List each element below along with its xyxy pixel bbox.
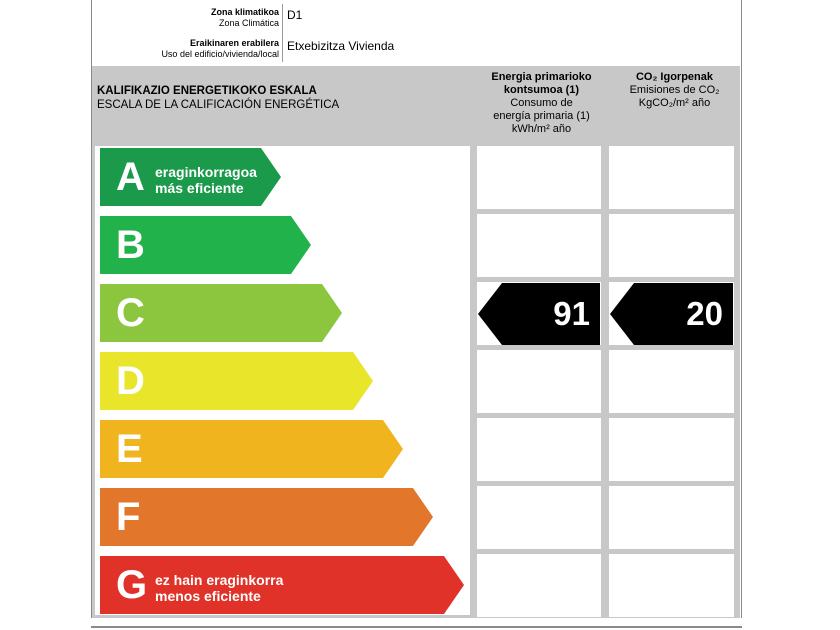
rating-bar-caption-eu: eraginkorragoa: [155, 164, 257, 180]
primary-energy-cell-g: [477, 554, 601, 617]
climate-zone-value: D1: [287, 8, 303, 22]
co2-indicator: [610, 283, 733, 345]
primary-energy-head-eu-1: Energia primarioko: [491, 71, 592, 83]
co2-cell-f: [609, 486, 734, 549]
primary-energy-cell-e: [477, 418, 601, 481]
rating-bar-caption-es: menos eficiente: [155, 588, 261, 604]
rating-bar-g: [100, 556, 464, 614]
bottom-divider: [91, 626, 742, 628]
primary-energy-cell-f: [477, 486, 601, 549]
co2-unit: KgCO₂/m² año: [638, 97, 711, 109]
rating-bar-a: [100, 148, 281, 206]
scale-title-es: ESCALA DE LA CALIFICACIÓN ENERGÉTICA: [97, 99, 340, 111]
scale-title: [97, 84, 339, 112]
rating-bar-f: [100, 488, 433, 546]
co2-cell-b: [609, 214, 734, 277]
primary-energy-cell-b: [477, 214, 601, 277]
co2-head-es: Emisiones de CO₂: [629, 84, 720, 96]
rating-letter-c: C: [116, 291, 145, 335]
primary-energy-header: [474, 71, 609, 136]
rating-letter-a: A: [116, 155, 145, 199]
co2-cell-d: [609, 350, 734, 413]
climate-zone-label-eu: Zona klimatikoa: [210, 7, 279, 17]
building-use-row: [92, 36, 740, 64]
rating-letter-e: E: [116, 427, 143, 471]
primary-energy-cell-a: [477, 146, 601, 209]
climate-zone-row: [92, 4, 740, 32]
rating-letter-g: G: [116, 563, 148, 607]
co2-indicator-value: 20: [686, 295, 723, 332]
rating-letter-f: F: [116, 495, 141, 539]
co2-cell-e: [609, 418, 734, 481]
rating-bar-d: [100, 352, 373, 410]
scale-title-eu: KALIFIKAZIO ENERGETIKOKO ESKALA: [97, 85, 317, 97]
primary-energy-indicator: [478, 283, 600, 345]
co2-header: [607, 71, 742, 110]
primary-energy-unit: kWh/m² año: [511, 123, 572, 135]
building-use-label: [92, 38, 279, 60]
rating-bar-shape-f: [100, 488, 433, 546]
rating-bar-shape-e: [100, 420, 403, 478]
rating-bar-e: [100, 420, 403, 478]
primary-energy-head-eu-2: kontsumoa (1): [503, 84, 580, 96]
climate-zone-label-es: Zona Climática: [218, 18, 279, 28]
info-column-divider: [282, 4, 283, 62]
rating-bar-caption-g: [155, 572, 283, 604]
primary-energy-cell-d: [477, 350, 601, 413]
rating-bar-c: [100, 284, 342, 342]
co2-cell-a: [609, 146, 734, 209]
rating-bar-caption-es: más eficiente: [155, 180, 244, 196]
co2-head-eu: CO₂ Igorpenak: [635, 71, 713, 83]
co2-cell-g: [609, 554, 734, 617]
rating-bar-caption-eu: ez hain eraginkorra: [155, 572, 284, 588]
rating-bar-b: [100, 216, 311, 274]
building-use-label-eu: Eraikinaren erabilera: [189, 38, 279, 48]
building-use-value: Etxebizitza Vivienda: [287, 39, 395, 53]
primary-energy-indicator-value: 91: [553, 295, 590, 332]
climate-zone-label: [92, 7, 279, 29]
primary-energy-head-es-1: Consumo de: [510, 97, 573, 109]
rating-bar-caption-a: [155, 164, 257, 196]
rating-letter-b: B: [116, 223, 145, 267]
rating-letter-d: D: [116, 359, 145, 403]
primary-energy-head-es-2: energía primaria (1): [493, 110, 590, 122]
building-use-label-es: Uso del edificio/vivienda/local: [161, 49, 279, 59]
